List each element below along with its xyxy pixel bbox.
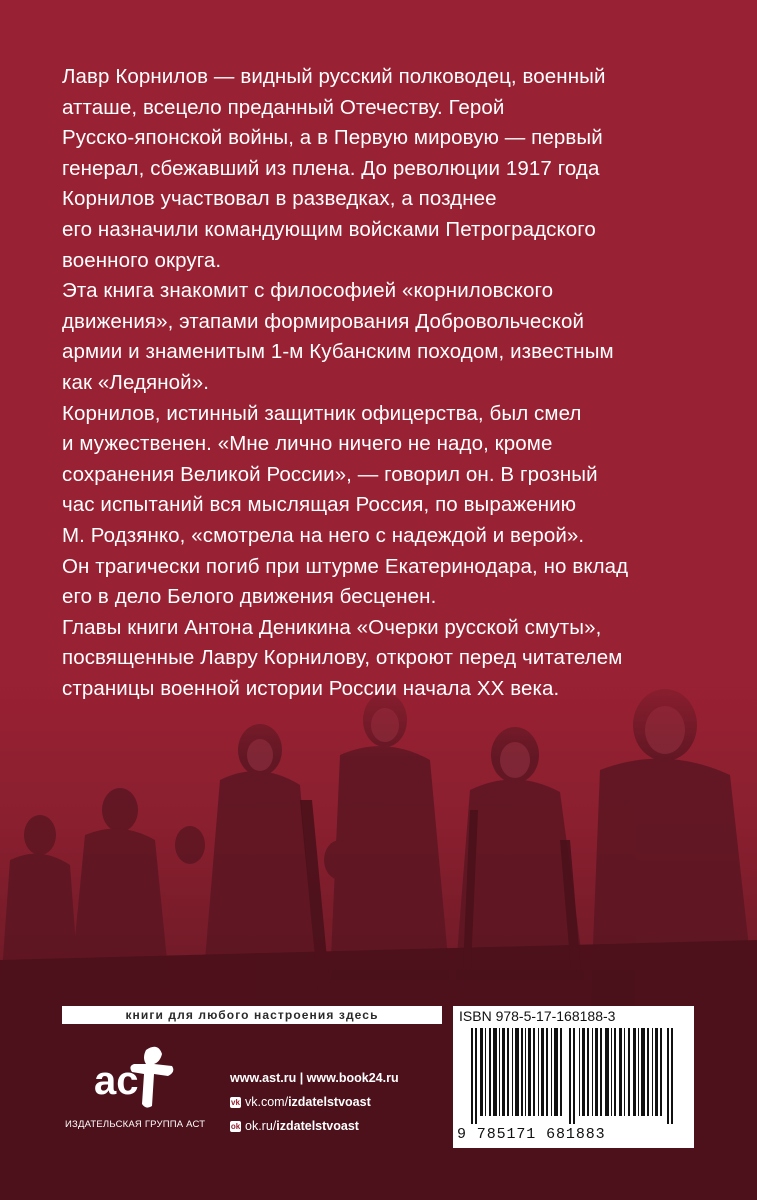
publisher-name: ИЗДАТЕЛЬСКАЯ ГРУППА АСТ xyxy=(65,1119,206,1130)
ok-icon: ok xyxy=(230,1121,241,1131)
ast-logo-icon xyxy=(88,1042,178,1112)
barcode-digits: 9 785171 681883 xyxy=(457,1126,606,1143)
description-paragraph-3: Корнилов, истинный защитник офицерства, был смел и мужественен. «Мне лично ничего не надо, кроме сохранения Великой России», — говорил он. В грозный час испытаний вся мыслящая Россия, по выражению М. Родзянко, «смотрела на него с надеждой и верой». Он трагически погиб при штурме Екатеринодара, но вклад его в дело Белого движения бесценен. xyxy=(62,401,629,609)
vk-handle: izdatelstvoast xyxy=(288,1095,371,1109)
tagline-banner: книги для любого настроения здесь xyxy=(62,1006,442,1024)
description-paragraph-1: Лавр Корнилов — видный русский полководец, военный атташе, всецело преданный Отечеству. Герой Русско-японской войны, а в Первую мировую — первый генерал, сбежавший из плена. До революции 1917 года Корнилов участвовал в разведках, а позднее его назначили командующим войсками Петроградского военного округа. xyxy=(62,65,606,272)
ok-row[interactable] xyxy=(230,1114,399,1138)
vk-prefix: vk.com/ xyxy=(245,1095,289,1109)
description-paragraph-4: Главы книги Антона Деникина «Очерки русской смуты», посвященные Лавру Корнилову, откроют перед читателем страницы военной истории России начала XX века. xyxy=(62,615,623,700)
isbn-label: ISBN 978-5-17-168188-3 xyxy=(459,1008,616,1024)
book-description xyxy=(62,62,702,704)
vk-icon: vk xyxy=(231,1097,240,1107)
isbn-barcode-block xyxy=(453,1006,694,1148)
publisher-links xyxy=(230,1066,399,1138)
websites-link[interactable]: www.ast.ru | www.book24.ru xyxy=(230,1071,399,1085)
ast-logo-text: ac xyxy=(94,1059,139,1103)
barcode-icon xyxy=(471,1028,677,1124)
vk-row[interactable] xyxy=(230,1090,399,1114)
ok-prefix: ok.ru/ xyxy=(245,1119,277,1133)
description-paragraph-2: Эта книга знакомит с философией «корниловского движения», этапами формирования Добровольческой армии и знаменитым 1-м Кубанским походом, известным как «Ледяной». xyxy=(62,279,614,394)
ok-handle: izdatelstvoast xyxy=(276,1119,359,1133)
websites-row xyxy=(230,1066,399,1090)
